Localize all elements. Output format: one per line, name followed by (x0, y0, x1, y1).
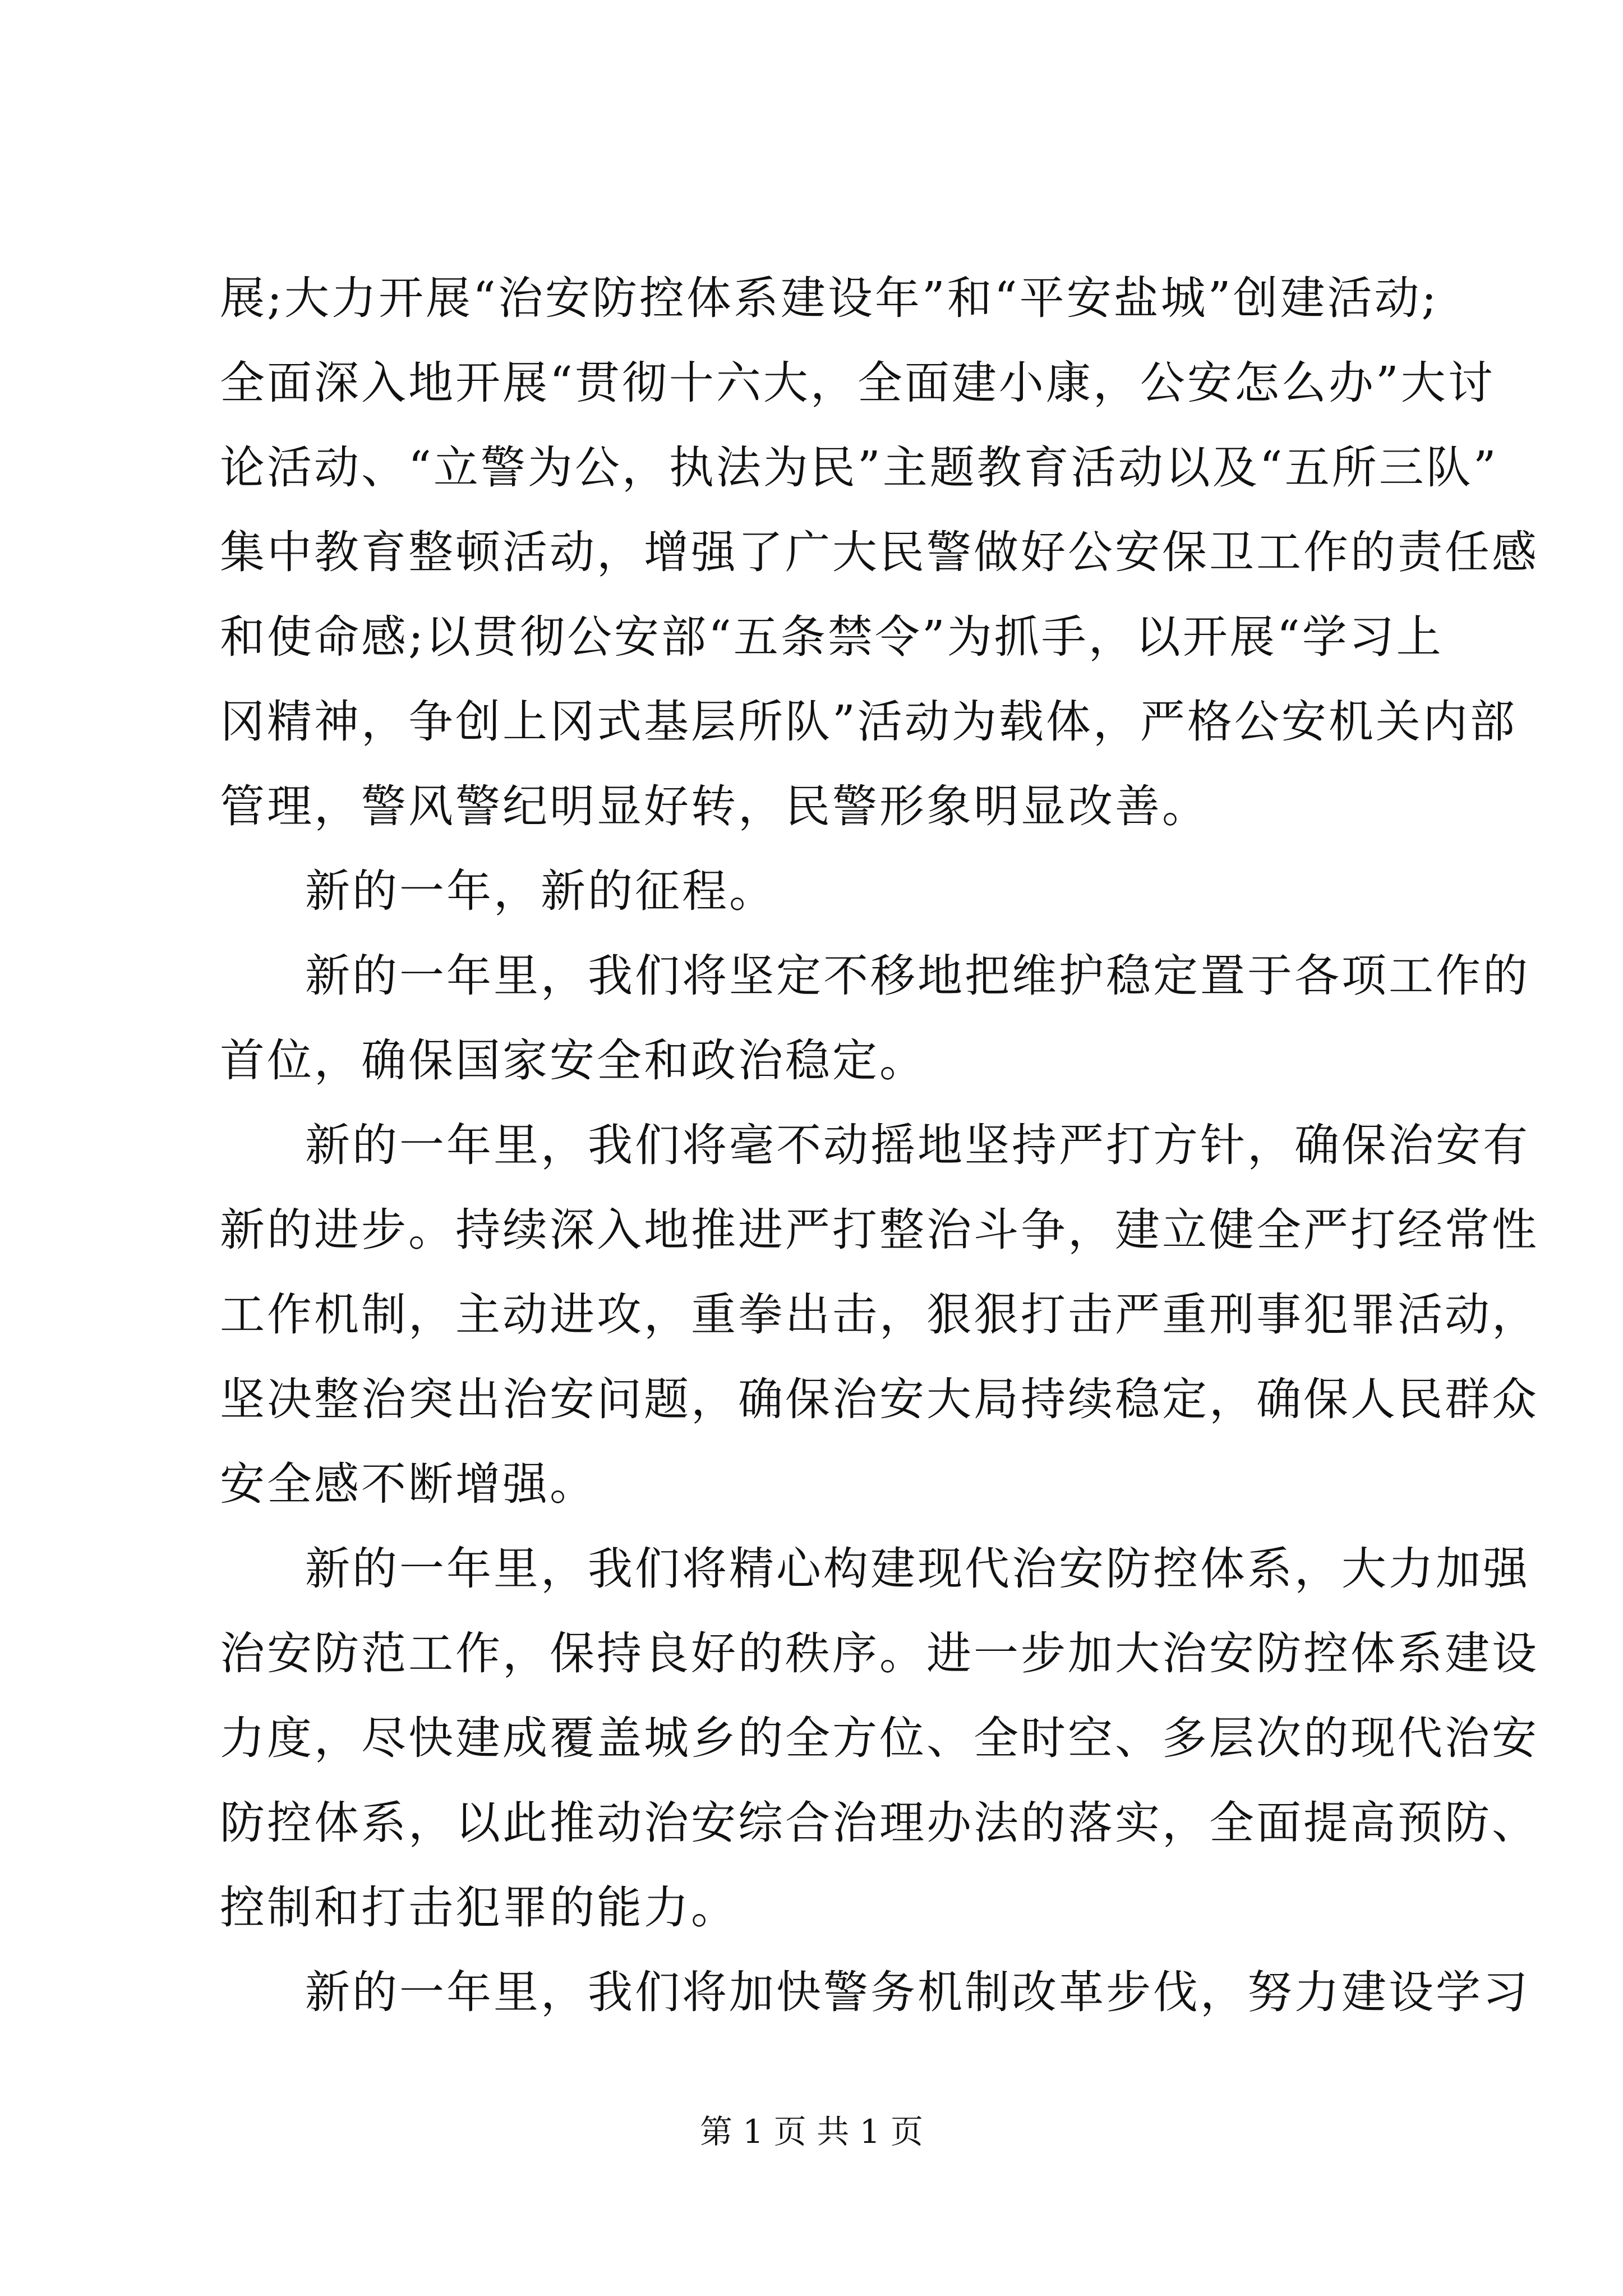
text-line: 集中教育整顿活动，增强了广大民警做好公安保卫工作的责任感 (220, 526, 1539, 578)
text-line: 冈精神，争创上冈式基层所队”活动为载体，严格公安机关内部 (220, 696, 1517, 748)
text-line: 防控体系，以此推动治安综合治理办法的落实，全面提高预防、 (220, 1797, 1539, 1849)
paragraph-first-line: 新的一年里，我们将加快警务机制改革步伐，努力建设学习 (305, 1966, 1530, 2018)
text-line: 展;大力开展“治安防控体系建设年”和“平安盐城”创建活动; (220, 272, 1439, 324)
text-line: 全面深入地开展“贯彻十六大，全面建小康，公安怎么办”大讨 (220, 357, 1495, 409)
document-body (220, 256, 1539, 2035)
text-line: 首位，确保国家安全和政治稳定。 (220, 1034, 926, 1087)
paragraph-first-line: 新的一年，新的征程。 (305, 865, 776, 917)
text-line: 新的进步。持续深入地推进严打整治斗争，建立健全严打经常性 (220, 1204, 1539, 1256)
text-line: 管理，警风警纪明显好转，民警形象明显改善。 (220, 780, 1209, 832)
text-line: 坚决整治突出治安问题，确保治安大局持续稳定，确保人民群众 (220, 1373, 1539, 1425)
text-line: 论活动、“立警为公，执法为民”主题教育活动以及“五所三队” (220, 441, 1498, 494)
text-line: 和使命感;以贯彻公安部“五条禁令”为抓手，以开展“学习上 (220, 611, 1444, 663)
text-line: 控制和打击犯罪的能力。 (220, 1881, 738, 1934)
page-number-footer: 第 1 页 共 1 页 (700, 2113, 923, 2151)
paragraph-first-line: 新的一年里，我们将精心构建现代治安防控体系，大力加强 (305, 1543, 1530, 1595)
text-line: 力度，尽快建成覆盖城乡的全方位、全时空、多层次的现代治安 (220, 1712, 1539, 1764)
text-line: 安全感不断增强。 (220, 1458, 597, 1510)
text-line: 治安防范工作，保持良好的秩序。进一步加大治安防控体系建设 (220, 1627, 1539, 1680)
paragraph-first-line: 新的一年里，我们将坚定不移地把维护稳定置于各项工作的 (305, 950, 1530, 1002)
paragraph-first-line: 新的一年里，我们将毫不动摇地坚持严打方针，确保治安有 (305, 1119, 1530, 1171)
text-line: 工作机制，主动进攻，重拳出击，狠狠打击严重刑事犯罪活动， (220, 1289, 1539, 1341)
